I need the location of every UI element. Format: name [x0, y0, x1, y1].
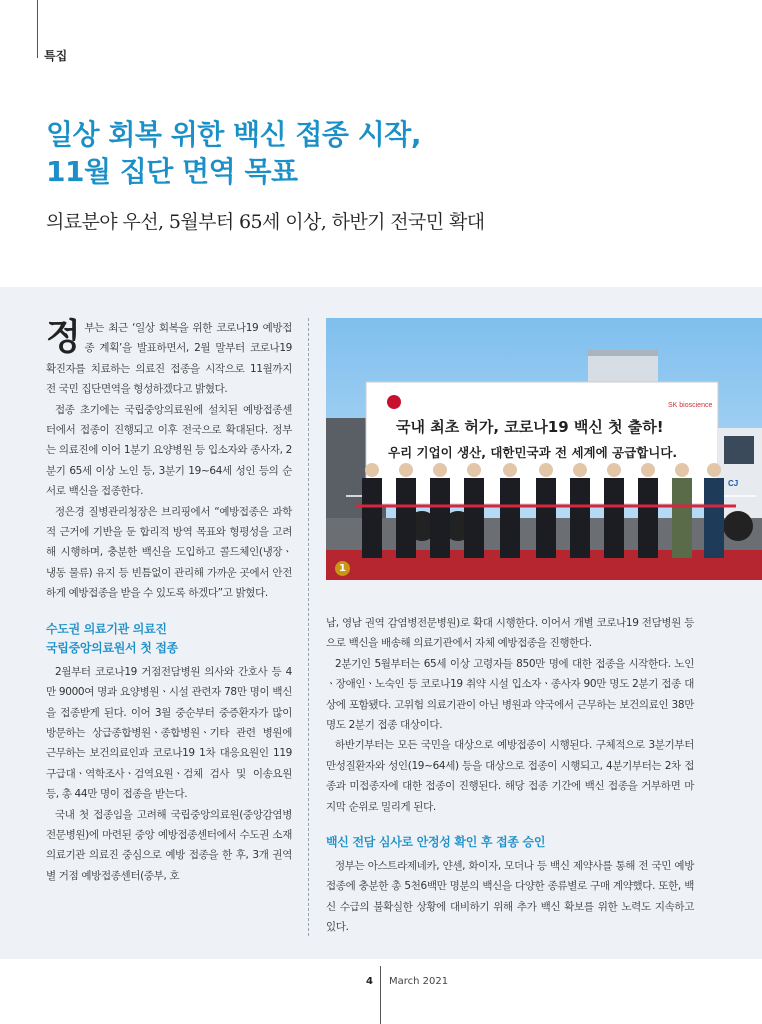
official-figure [570, 478, 590, 558]
official-head [399, 463, 413, 477]
paragraph: 접종 초기에는 국립중앙의료원에 설치된 예방접종센터에서 접종이 진행되고 이후 전국으로 확대된다. 정부는 의료진에 이어 1분기 요양병원 등 입소자와 종사자, 2분기 65세 이상 노인 등, 3분기 19~64세 성인 등의 순서로 백신을 접종한다. [46, 403, 292, 498]
official-figure [362, 478, 382, 558]
section-subtitle-line-2: 국립중앙의료원서 첫 접종 [46, 640, 178, 655]
official-head [675, 463, 689, 477]
footer-rule [380, 966, 381, 1024]
official-head [607, 463, 621, 477]
column-divider [308, 318, 309, 936]
paragraph: 2분기인 5월부터는 65세 이상 고령자들 850만 명에 대한 접종을 시작한다. 노인ㆍ장애인ㆍ노숙인 등 코로나19 취약 시설 입소자ㆍ종사자 90만 명도 2분기 접종 대상에 포함됐다. 고위험 의료기관이 아닌 병원과 약국에서 근무하는 보건의료인 38만 명도 2분기 접종 대상이다. [326, 657, 694, 732]
official-head [573, 463, 587, 477]
official-head [433, 463, 447, 477]
left-column [46, 318, 292, 886]
top-rule [37, 0, 38, 58]
right-column [326, 613, 694, 938]
official-figure [464, 478, 484, 558]
official-head [503, 463, 517, 477]
subheadline: 의료분야 우선, 5월부터 65세 이상, 하반기 전국민 확대 [46, 211, 485, 233]
page-number: 4 [366, 976, 373, 987]
official-figure [536, 478, 556, 558]
paragraph: 정부는 최근 ‘일상 회복을 위한 코로나19 예방접종 계획’을 발표하면서, 2월 말부터 코로나19 확진자를 치료하는 의료진 접종을 시작으로 11월까지 전 국민 집단면역을 형성하겠다고 밝혔다. [46, 316, 292, 396]
official-figure [704, 478, 724, 558]
official-figure [396, 478, 416, 558]
dropcap: 정 [46, 316, 81, 358]
issue-date: March 2021 [389, 976, 449, 987]
paragraph: 남, 영남 권역 감염병전문병원)로 확대 시행한다. 이어서 개별 코로나19 전담병원 등으로 백신을 배송해 의료기관에서 자체 예방접종을 진행한다. [326, 617, 694, 650]
headline-line-1: 일상 회복 위한 백신 접종 시작, [46, 118, 421, 151]
photo-number-badge: 1 [335, 561, 350, 576]
truck-brand: CJ [728, 479, 739, 488]
official-figure [500, 478, 520, 558]
official-head [539, 463, 553, 477]
paragraph: 정은경 질병관리청장은 브리핑에서 “예방접종은 과학적 근거에 기반을 둔 합리적 방역 목표와 형평성을 고려해 시행하며, 충분한 백신을 도입하고 콜드체인(냉장ㆍ냉동 물류) 유지 등 빈틈없이 관리해 가까운 곳에서 안전하게 예방접종을 받을 수 있도록 하겠다”고 밝혔다. [46, 505, 292, 600]
section-subtitle: 백신 전담 심사로 안정성 확인 후 접종 승인 [326, 835, 546, 850]
paragraph: 하반기부터는 모든 국민을 대상으로 예방접종이 시행된다. 구체적으로 3분기부터 만성질환자와 성인(19~64세) 등을 대상으로 접종이 시행되고, 4분기부터는 2차 접종과 미접종자에 대한 접종이 진행된다. 해당 접종 기간에 백신 접종을 거부하면 마지막 순위로 밀리게 된다. [326, 739, 694, 813]
article-photo [326, 318, 762, 580]
official-head [365, 463, 379, 477]
official-head [641, 463, 655, 477]
official-head [707, 463, 721, 477]
section-subtitle-line-1: 수도권 의료기관 의료진 [46, 621, 167, 636]
photo-illustration [326, 318, 762, 580]
official-figure [638, 478, 658, 558]
banner-line-1: 국내 최초 허가, 코로나19 백신 첫 출하! [396, 418, 664, 436]
headline [46, 116, 726, 190]
paragraph: 정부는 아스트라제네카, 얀센, 화이자, 모더나 등 백신 제약사를 통해 전 국민 예방접종에 충분한 총 5천6백만 명분의 백신을 다양한 종류별로 구매 계약했다. 또한, 백신 수급의 불확실한 상황에 대비하기 위해 추가 백신 확보를 위한 노력도 지속하고 있다. [326, 860, 694, 934]
official-figure [430, 478, 450, 558]
official-figure [604, 478, 624, 558]
headline-line-2: 11월 집단 면역 목표 [46, 155, 298, 188]
paragraph: 국내 첫 접종임을 고려해 국립중앙의료원(중앙감염병전문병원)에 마련된 중앙 예방접종센터에서 수도권 소재 의료기관 의료진 중심으로 예방 접종을 한 후, 3개 권역별 거점 예방접종센터(중부, 호 [46, 808, 292, 882]
paragraph: 2월부터 코로나19 거점전담병원 의사와 간호사 등 4만 9000여 명과 요양병원ㆍ시설 관련자 78만 명이 백신을 접종받게 된다. 이어 3월 중순부터 중증환자가 많이 방문하는 상급종합병원ㆍ종합병원ㆍ기타 관련 병원에 근무하는 보건의료인과 코로나19 1차 대응요원인 119 구급대ㆍ역학조사ㆍ검역요원ㆍ검체 검사 및 이송요원 등, 총 44만 명이 접종을 받는다. [46, 665, 292, 801]
banner-line-2: 우리 기업이 생산, 대한민국과 전 세계에 공급합니다. [388, 445, 678, 460]
banner-logo: SK bioscience [668, 402, 713, 409]
official-head [467, 463, 481, 477]
official-figure [672, 478, 692, 558]
government-emblem [387, 395, 401, 409]
section-label: 특집 [44, 49, 68, 63]
section-subtitle [46, 620, 292, 658]
